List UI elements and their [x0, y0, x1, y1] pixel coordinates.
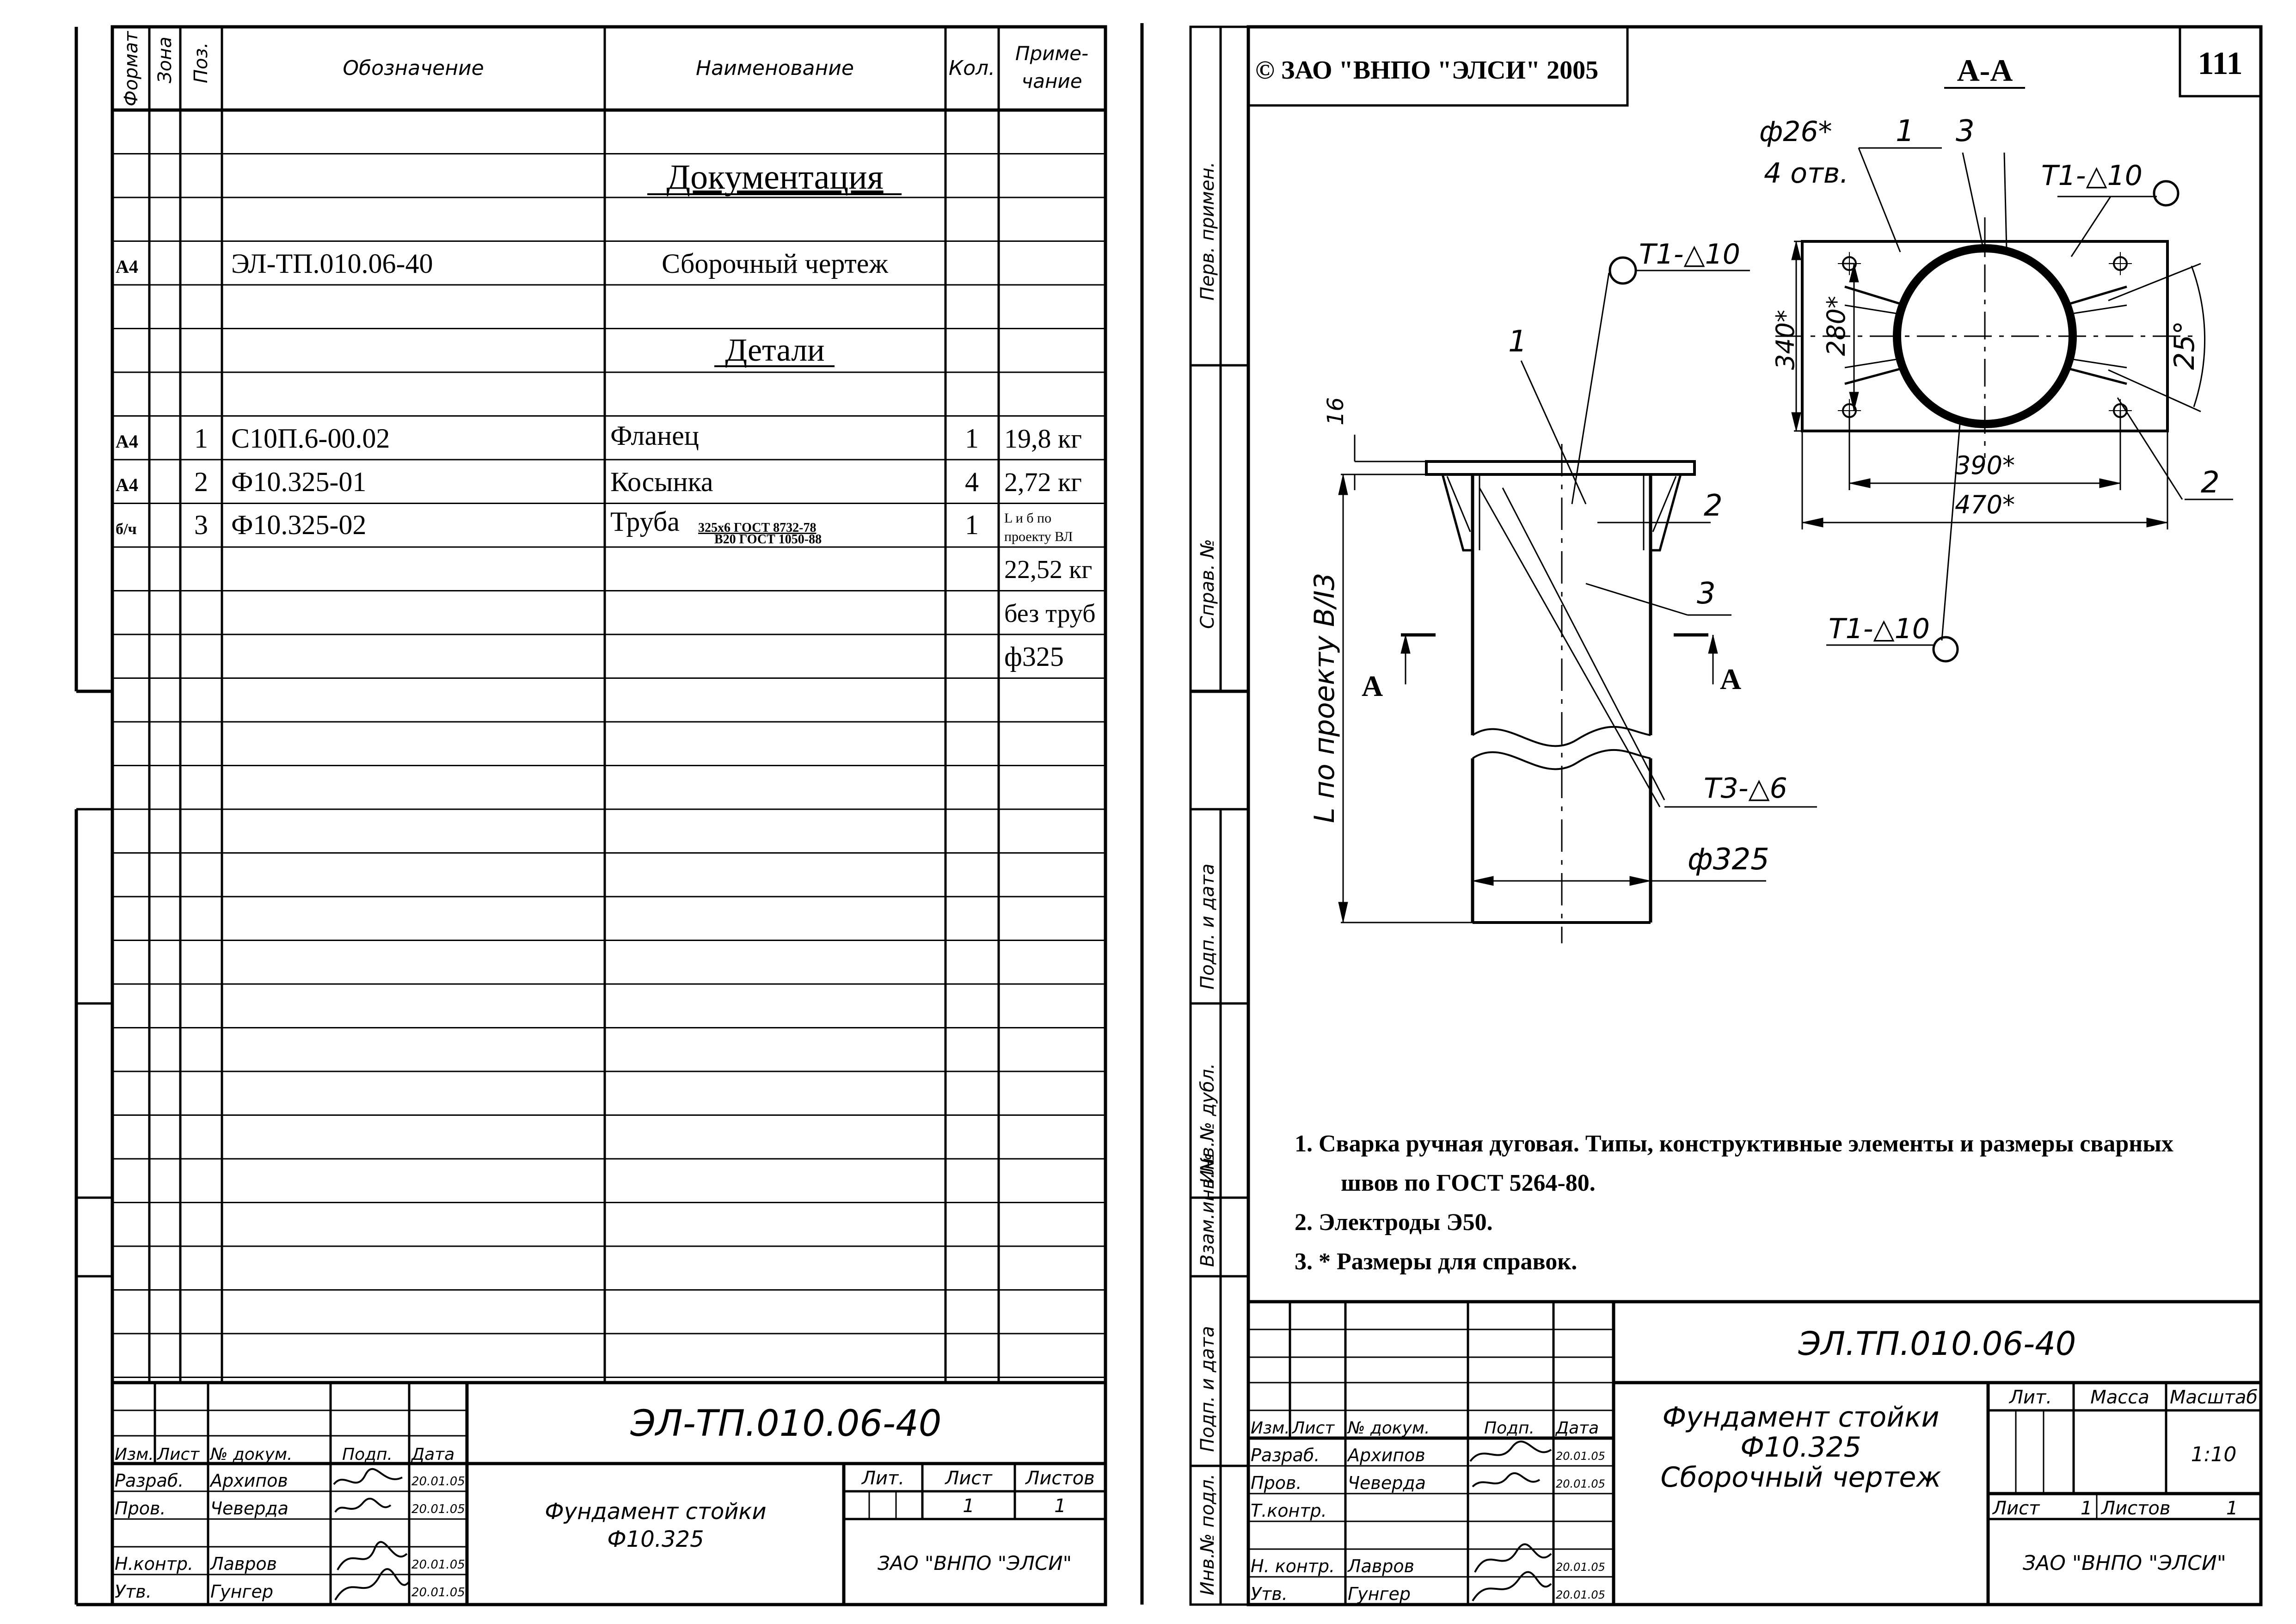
spec-designation: ЭЛ-ТП.010.06-40 [630, 1403, 942, 1445]
d-date-check: 20.01.05 [1556, 1477, 1605, 1490]
d-sheet-value: 1 [2081, 1498, 2093, 1519]
drawing-title-2: Ф10.325 [1740, 1431, 1861, 1464]
spec-company: ЗАО "ВНПО "ЭЛСИ" [877, 1552, 1072, 1575]
row-3-name-small-2: В20 ГОСТ 1050-88 [714, 532, 822, 547]
d-role-approve: Утв. [1251, 1584, 1288, 1604]
name-check: Чеверда [210, 1498, 289, 1519]
d-role-check: Пров. [1251, 1473, 1302, 1493]
row-1-qty: 1 [965, 423, 979, 454]
col-izm: Изм. [115, 1445, 154, 1464]
section-documentation: Документация [666, 158, 884, 197]
row-2-format: А4 [116, 474, 138, 495]
d-role-develop: Разраб. [1251, 1445, 1320, 1465]
d-col-izm: Изм. [1251, 1419, 1290, 1438]
dim-length: L по проекту В/I3 [1308, 572, 1341, 823]
d-role-tcontrol: Т.контр. [1251, 1501, 1327, 1521]
d-sheets-label: Листов [2101, 1498, 2171, 1519]
note-2: 2. Электроды Э50. [1295, 1209, 1493, 1236]
date-develop: 20.01.05 [411, 1475, 465, 1489]
name-develop: Архипов [210, 1470, 288, 1491]
d-sheets-value: 1 [2226, 1498, 2238, 1519]
name-ncontrol: Лавров [210, 1554, 277, 1574]
dim-390: 390* [1954, 451, 2015, 480]
role-ncontrol: Н.контр. [115, 1554, 194, 1574]
header-zone: Зона [154, 37, 176, 83]
note-1-cont: швов по ГОСТ 5264-80. [1341, 1170, 1596, 1196]
row-3-format: б/ч [116, 521, 137, 538]
spec-title-1: Фундамент стойки [545, 1499, 767, 1525]
header-note-2: чание [1021, 70, 1082, 92]
d-scale-label: Масштаб [2169, 1387, 2258, 1408]
d-col-doc: № докум. [1348, 1419, 1430, 1438]
col-list: Лист [157, 1445, 200, 1464]
spec-lit-label: Лит. [861, 1468, 905, 1489]
stamp-dup-inv: Инв.№ дубл. [1197, 1063, 1218, 1184]
d-lit-label: Лит. [2009, 1387, 2052, 1408]
row-1-designation: С10П.6-00.02 [231, 423, 390, 454]
dim-angle-25: 25° [2168, 320, 2201, 370]
row-2-qty: 4 [965, 467, 979, 497]
sec-leader-2: 2 [2201, 466, 2220, 500]
stamp-first-use: Перв. примен. [1197, 161, 1218, 301]
row-1-pos: 1 [194, 423, 208, 454]
dim-holes-count: 4 отв. [1764, 157, 1849, 190]
dim-flange-thickness: 16 [1323, 397, 1349, 425]
d-mass-label: Масса [2090, 1387, 2149, 1408]
d-name-approve: Гунгер [1348, 1584, 1411, 1604]
doc-name: Сборочный чертеж [662, 248, 888, 279]
dim-280: 280* [1822, 295, 1851, 356]
header-qty: Кол. [948, 56, 995, 80]
col-sign: Подп. [342, 1445, 393, 1464]
date-check: 20.01.05 [411, 1502, 465, 1516]
d-col-list: Лист [1292, 1419, 1335, 1438]
note-1: 1. Сварка ручная дуговая. Типы, конструктивные элементы и размеры сварных [1295, 1131, 2173, 1157]
d-name-ncontrol: Лавров [1348, 1556, 1415, 1576]
col-date: Дата [411, 1445, 455, 1464]
stamp-ref-no: Справ. № [1197, 539, 1218, 629]
spec-sheets-value: 1 [1054, 1495, 1066, 1517]
header-pos: Поз. [190, 42, 212, 83]
weld-t3: Т3-△6 [1704, 772, 1787, 805]
role-approve: Утв. [115, 1581, 152, 1602]
row-3-note-small-1: L и б по [1004, 511, 1052, 526]
row-3-designation: Ф10.325-02 [231, 510, 367, 540]
stamp-orig-inv: Инв.№ подл. [1197, 1473, 1218, 1595]
drawing-designation: ЭЛ.ТП.010.06-40 [1798, 1325, 2076, 1363]
weld-t1-section-bottom: Т1-△10 [1829, 613, 1930, 645]
d-name-check: Чеверда [1348, 1473, 1426, 1493]
row-3-name-small-1: 325х6 ГОСТ 8732-78 [698, 521, 816, 535]
d-sheet-label: Лист [1993, 1498, 2040, 1519]
date-ncontrol: 20.01.05 [411, 1558, 465, 1572]
name-approve: Гунгер [210, 1581, 273, 1602]
d-date-ncontrol: 20.01.05 [1556, 1561, 1605, 1574]
section-details: Детали [725, 332, 825, 368]
row-1-name: Фланец [610, 420, 699, 451]
d-scale-value: 1:10 [2191, 1443, 2237, 1466]
note-without-pipes: без труб [1004, 599, 1096, 628]
row-3-pos: 3 [194, 510, 208, 540]
row-2-name: Косынка [610, 467, 713, 497]
drawing-title-1: Фундамент стойки [1662, 1401, 1940, 1433]
role-develop: Разраб. [115, 1470, 184, 1491]
row-1-note: 19,8 кг [1004, 424, 1082, 454]
header-format: Формат [121, 31, 142, 106]
row-3-note-small-2: проекту ВЛ [1004, 529, 1073, 544]
dim-340: 340* [1771, 309, 1800, 370]
row-1-format: А4 [116, 431, 138, 452]
section-arrow-right: А [1720, 663, 1742, 695]
spec-sheets-label: Листов [1025, 1468, 1095, 1489]
drawing-title-3: Сборочный чертеж [1660, 1461, 1941, 1494]
row-2-designation: Ф10.325-01 [231, 467, 367, 497]
d-col-date: Дата [1556, 1419, 1599, 1438]
row-3-name: Труба [610, 506, 680, 537]
d-date-approve: 20.01.05 [1556, 1588, 1605, 1601]
d-name-develop: Архипов [1348, 1445, 1425, 1465]
doc-designation: ЭЛ-ТП.010.06-40 [231, 248, 433, 279]
page-number: 111 [2198, 46, 2243, 81]
leader-3: 3 [1697, 577, 1716, 611]
doc-format: А4 [116, 256, 138, 277]
stamp-sign-date-1: Подп. и дата [1197, 863, 1218, 990]
d-company: ЗАО "ВНПО "ЭЛСИ" [2022, 1551, 2227, 1575]
dim-470: 470* [1954, 490, 2015, 519]
sec-leader-3: 3 [1956, 114, 1975, 148]
dim-hole-diameter: ф26* [1759, 116, 1832, 148]
spec-title-2: Ф10.325 [607, 1526, 704, 1552]
leader-2: 2 [1704, 489, 1723, 523]
date-approve: 20.01.05 [411, 1586, 465, 1599]
header-name: Наименование [696, 56, 854, 80]
spec-sheet-label: Лист [945, 1468, 992, 1489]
header-designation: Обозначение [343, 56, 484, 80]
note-mass-total: 22,52 кг [1004, 555, 1093, 584]
d-col-sign: Подп. [1484, 1419, 1535, 1438]
row-2-pos: 2 [194, 467, 208, 497]
d-role-ncontrol: Н. контр. [1251, 1556, 1335, 1576]
stamp-sign-date-2: Подп. и дата [1197, 1326, 1218, 1452]
section-arrow-left: А [1362, 670, 1383, 702]
row-3-qty: 1 [965, 510, 979, 540]
section-label: А-А [1957, 53, 2013, 88]
col-doc: № докум. [210, 1445, 293, 1464]
d-date-develop: 20.01.05 [1556, 1450, 1605, 1463]
note-3: 3. * Размеры для справок. [1295, 1249, 1578, 1275]
dim-diameter: ф325 [1688, 843, 1769, 877]
weld-t1-section-top: Т1-△10 [2041, 160, 2143, 192]
spec-sheet-value: 1 [963, 1495, 975, 1517]
stamp-repl-inv: Взам.инв.№ [1197, 1153, 1218, 1267]
header-note-1: Приме- [1015, 42, 1089, 65]
row-2-note: 2,72 кг [1004, 467, 1082, 497]
copyright: © ЗАО "ВНПО "ЭЛСИ" 2005 [1255, 56, 1599, 85]
weld-t1-main: Т1-△10 [1639, 238, 1740, 271]
sec-leader-1: 1 [1896, 114, 1915, 148]
role-check: Пров. [115, 1498, 166, 1519]
note-diameter: ф325 [1004, 641, 1064, 672]
leader-1: 1 [1508, 325, 1527, 359]
